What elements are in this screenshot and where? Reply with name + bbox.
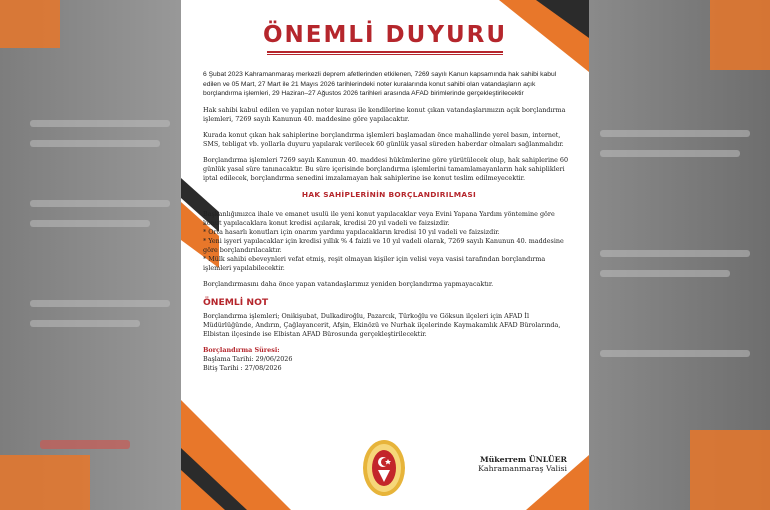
end-date: Bitiş Tarihi : 27/08/2026 <box>203 364 282 372</box>
background-text <box>600 250 750 257</box>
section-line: * Yeni işyeri yapılacaklar için kredisi yıllık % 4 faizli ve 10 yıl vadeli olarak, 7269 sayılı Kanunun 40. maddesine göre borçlandırılacaktır. <box>203 237 564 255</box>
background-orange-stripe <box>710 0 770 70</box>
title-underline <box>267 54 503 55</box>
title-underline <box>267 51 503 53</box>
background-text <box>600 350 750 357</box>
background-text <box>30 200 170 207</box>
background-text <box>600 150 740 157</box>
bottom-left-orange-stripe <box>181 400 291 510</box>
note-title: ÖNEMLİ NOT <box>203 297 269 309</box>
start-date: Başlama Tarihi: 29/06/2026 <box>203 354 293 363</box>
background-text <box>30 220 150 227</box>
background-text <box>30 300 170 307</box>
background-orange-stripe <box>0 455 90 510</box>
signature-block <box>478 455 567 473</box>
seal-icon <box>361 438 407 498</box>
page-title: ÖNEMLİ DUYURU <box>262 22 508 48</box>
background-text <box>30 140 160 147</box>
section-list <box>203 210 575 274</box>
paragraph-3: Kurada konut çıkan hak sahiplerine borçlandırma işlemleri başlamadan önce mahallinde yerel basın, internet, SMS, tebligat vb. yollarla duyuru yapılarak verilecek 60 günlük yasal süreden haberdar olmaları sağlanmalıdır. <box>203 130 564 148</box>
background-text <box>600 130 750 137</box>
background-orange-stripe <box>0 0 60 48</box>
announcement-document <box>181 0 589 510</box>
background-text <box>600 270 730 277</box>
paragraph-1: 6 Şubat 2023 Kahramanmaraş merkezli deprem afetlerinden etkilenen, 7269 sayılı Kanun kapsamında hak sahibi kabul edilen ve 05 Mart, 27 Mart ile 21 Mayıs 2026 tarihlerindeki noter kuralarında konut sahibi olan vatandaşların açık borçlandırma işlemleri, 29 Haziran–27 Ağustos 2026 tarihleri arasında AFAD birimlerinde gerçekleştirilecektir <box>203 71 557 98</box>
section-line: * Mülk sahibi ebeveynleri vefat etmiş, reşit olmayan kişiler için velisi veya vasisi tarafından borçlandırma işlemleri yapılabilecektir. <box>203 255 546 273</box>
paragraph-5: Borçlandırmasını daha önce yapan vatandaşlarımız yeniden borçlandırma yapmayacaktır. <box>203 280 494 289</box>
background-text <box>30 120 170 127</box>
paragraph-4: Borçlandırma işlemleri 7269 sayılı Kanunun 40. maddesi hükümlerine göre yürütülecek olup, hak sahiplerine 60 günlük yasal süre tanınacaktır. Bu süre içerisinde borçlandırma işlemlerini tamamlamayanların hak sahiplikleri iptal edilecek, borçlandırma senedini imzalamayan hak sahiplerine ise konut teslim edilmeyecektir. <box>203 155 569 183</box>
section-title: HAK SAHİPLERİNİN BORÇLANDIRILMASI <box>301 190 477 200</box>
section-line: * Orta hasarlı konutları için onarım yardımı yapılacakların kredisi 10 yıl vadeli ve faizsizdir. <box>203 227 500 236</box>
announcement-body <box>203 70 575 373</box>
period-title: Borçlandırma Süresi: <box>203 345 280 354</box>
period-block <box>203 346 575 373</box>
paragraph-2: Hak sahibi kabul edilen ve yapılan noter kurası ile kendilerine konut çıkan vatandaşlarımızın açık borçlandırma işlemleri, 7269 sayılı Kanunun 40. maddesine göre yapılacaktır. <box>203 105 566 123</box>
section-line: Başkanlığımızca ihale ve emanet usulü ile yeni konut yapılacaklar veya Evini Yapana Yardım yöntemine göre konut yapılacaklara konut kredisi açılarak, kredisi 20 yıl vadeli ve faizsizdir. <box>203 209 555 227</box>
signatory-name: Mükerrem ÜNLÜER <box>479 455 567 464</box>
note-text: Borçlandırma işlemleri; Onikişubat, Dulkadiroğlu, Pazarcık, Türkoğlu ve Göksun ilçeleri için AFAD İl Müdürlüğünde, Andırın, Çağlayancerit, Afşin, Ekinözü ve Nurhak ilçelerinde Kaymakamlık AFAD Bürolarında, Elbistan ilçesinde ise Elbistan AFAD Bürosunda gerçekleştirilecektir. <box>203 311 561 338</box>
background-text <box>40 440 130 449</box>
signatory-title: Kahramanmaraş Valisi <box>478 464 567 473</box>
background-orange-stripe <box>690 430 770 510</box>
background-text <box>30 320 140 327</box>
